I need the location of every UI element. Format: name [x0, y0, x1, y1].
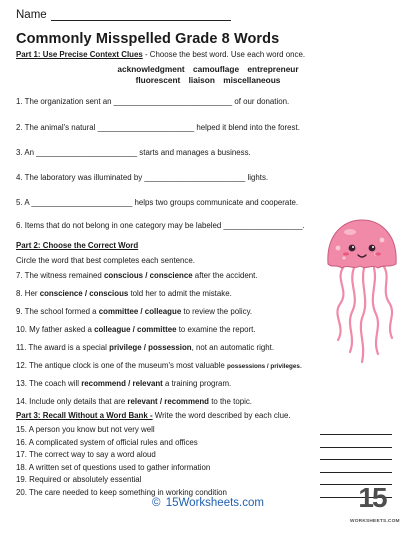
- q13-pre: 13. The coach will: [16, 379, 82, 388]
- name-line: [51, 11, 231, 21]
- part3-instruction: Write the word described by each clue.: [152, 411, 291, 420]
- logo-text: WORKSHEETS.COM: [350, 519, 400, 524]
- q11-post: , not an automatic right.: [191, 343, 275, 352]
- question-16: 16. A complicated system of official rules and offices: [16, 437, 198, 447]
- question-8: [16, 289, 232, 298]
- answer-line-16[interactable]: [320, 447, 392, 448]
- question-1: 1. The organization sent an ___________________________ of our donation.: [16, 97, 290, 106]
- jellyfish-illustration: [320, 218, 404, 368]
- q9-post: to review the policy.: [181, 307, 253, 316]
- name-row: [16, 9, 231, 21]
- part3-label: Part 3: Recall Without a Word Bank -: [16, 411, 153, 420]
- question-10: [16, 325, 255, 334]
- word-bank-word: miscellaneous: [223, 75, 281, 85]
- question-7: [16, 271, 258, 280]
- copyright-icon: ©: [152, 497, 161, 509]
- question-13: [16, 379, 231, 388]
- question-18: 18. A written set of questions used to gather information: [16, 462, 211, 472]
- answer-line-15[interactable]: [320, 434, 392, 435]
- part1-instruction: - Choose the best word. Use each word once.: [142, 50, 306, 59]
- word-bank-word: camouflage: [193, 64, 240, 74]
- q7-post: after the accident.: [192, 271, 258, 280]
- q9-pre: 9. The school formed a: [16, 307, 99, 316]
- name-label: Name: [16, 9, 47, 21]
- question-19: 19. Required or absolutely essential: [16, 475, 142, 484]
- word-bank-word: fluorescent: [135, 75, 181, 85]
- q13-post: a training program.: [162, 379, 232, 388]
- part2-heading: [16, 241, 138, 250]
- q9-choice: committee / colleague: [98, 307, 182, 316]
- q12-pre: 12. The antique clock is one of the museum's most valuable: [16, 361, 228, 370]
- q10-choice: colleague / committee: [94, 325, 177, 334]
- question-2: 2. The animal's natural ______________________ helped it blend into the forest.: [16, 123, 300, 132]
- worksheets-logo: [350, 482, 400, 530]
- question-9: [16, 307, 252, 316]
- q10-post: to examine the report.: [176, 325, 256, 334]
- question-11: [16, 343, 274, 352]
- question-6: 6. Items that do not belong in one category may be labeled __________________.: [16, 221, 305, 230]
- word-bank-row-2: [16, 75, 400, 86]
- word-bank-word: entrepreneur: [247, 64, 299, 74]
- question-12: [16, 361, 302, 370]
- q11-pre: 11. The award is a special: [16, 343, 110, 352]
- question-17: 17. The correct way to say a word aloud: [16, 450, 156, 459]
- question-20: 20. The care needed to keep something in working condition: [16, 487, 227, 497]
- q8-post: told her to admit the mistake.: [128, 289, 232, 298]
- part1-label: Part 1: Use Precise Context Clues: [16, 50, 143, 59]
- q7-pre: 7. The witness remained: [16, 271, 105, 280]
- q7-choice: conscious / conscience: [104, 271, 193, 280]
- q8-pre: 8. Her: [16, 289, 40, 298]
- q14-choice: relevant / recommend: [127, 397, 209, 406]
- word-bank-word: acknowledgment: [117, 64, 185, 74]
- word-bank-row-1: [16, 64, 400, 75]
- question-15: 15. A person you know but not very well: [16, 425, 155, 434]
- q13-choice: recommend / relevant: [81, 379, 163, 388]
- part3-heading: [16, 411, 291, 420]
- part2-label: Part 2: Choose the Correct Word: [16, 241, 139, 250]
- q14-post: to the topic.: [209, 397, 252, 406]
- question-5: 5. A _______________________ helps two groups communicate and cooperate.: [16, 198, 299, 207]
- q8-choice: conscience / conscious: [39, 289, 129, 298]
- q14-pre: 14. Include only details that are: [16, 397, 128, 406]
- jellyfish-bell: [328, 220, 396, 268]
- page-title: Commonly Misspelled Grade 8 Words: [16, 31, 280, 47]
- question-4: 4. The laboratory was illuminated by _______________________ lights.: [16, 173, 269, 182]
- q12-post: .: [299, 361, 303, 370]
- question-14: [16, 397, 252, 406]
- answer-line-18[interactable]: [320, 472, 392, 473]
- part1-heading: [16, 50, 305, 59]
- question-3: 3. An _______________________ starts and manages a business.: [16, 148, 251, 157]
- logo-number: 15: [358, 482, 386, 513]
- word-bank-word: liaison: [188, 75, 215, 85]
- q11-choice: privilege / possession: [109, 343, 192, 352]
- jellyfish-tentacles: [337, 265, 392, 362]
- part2-instruction: Circle the word that best completes each sentence.: [16, 256, 195, 265]
- footer-site-link[interactable]: 15Worksheets.com: [165, 497, 264, 509]
- answer-line-17[interactable]: [320, 459, 392, 460]
- q10-pre: 10. My father asked a: [16, 325, 95, 334]
- q12-choice: possessions / privileges: [227, 363, 300, 370]
